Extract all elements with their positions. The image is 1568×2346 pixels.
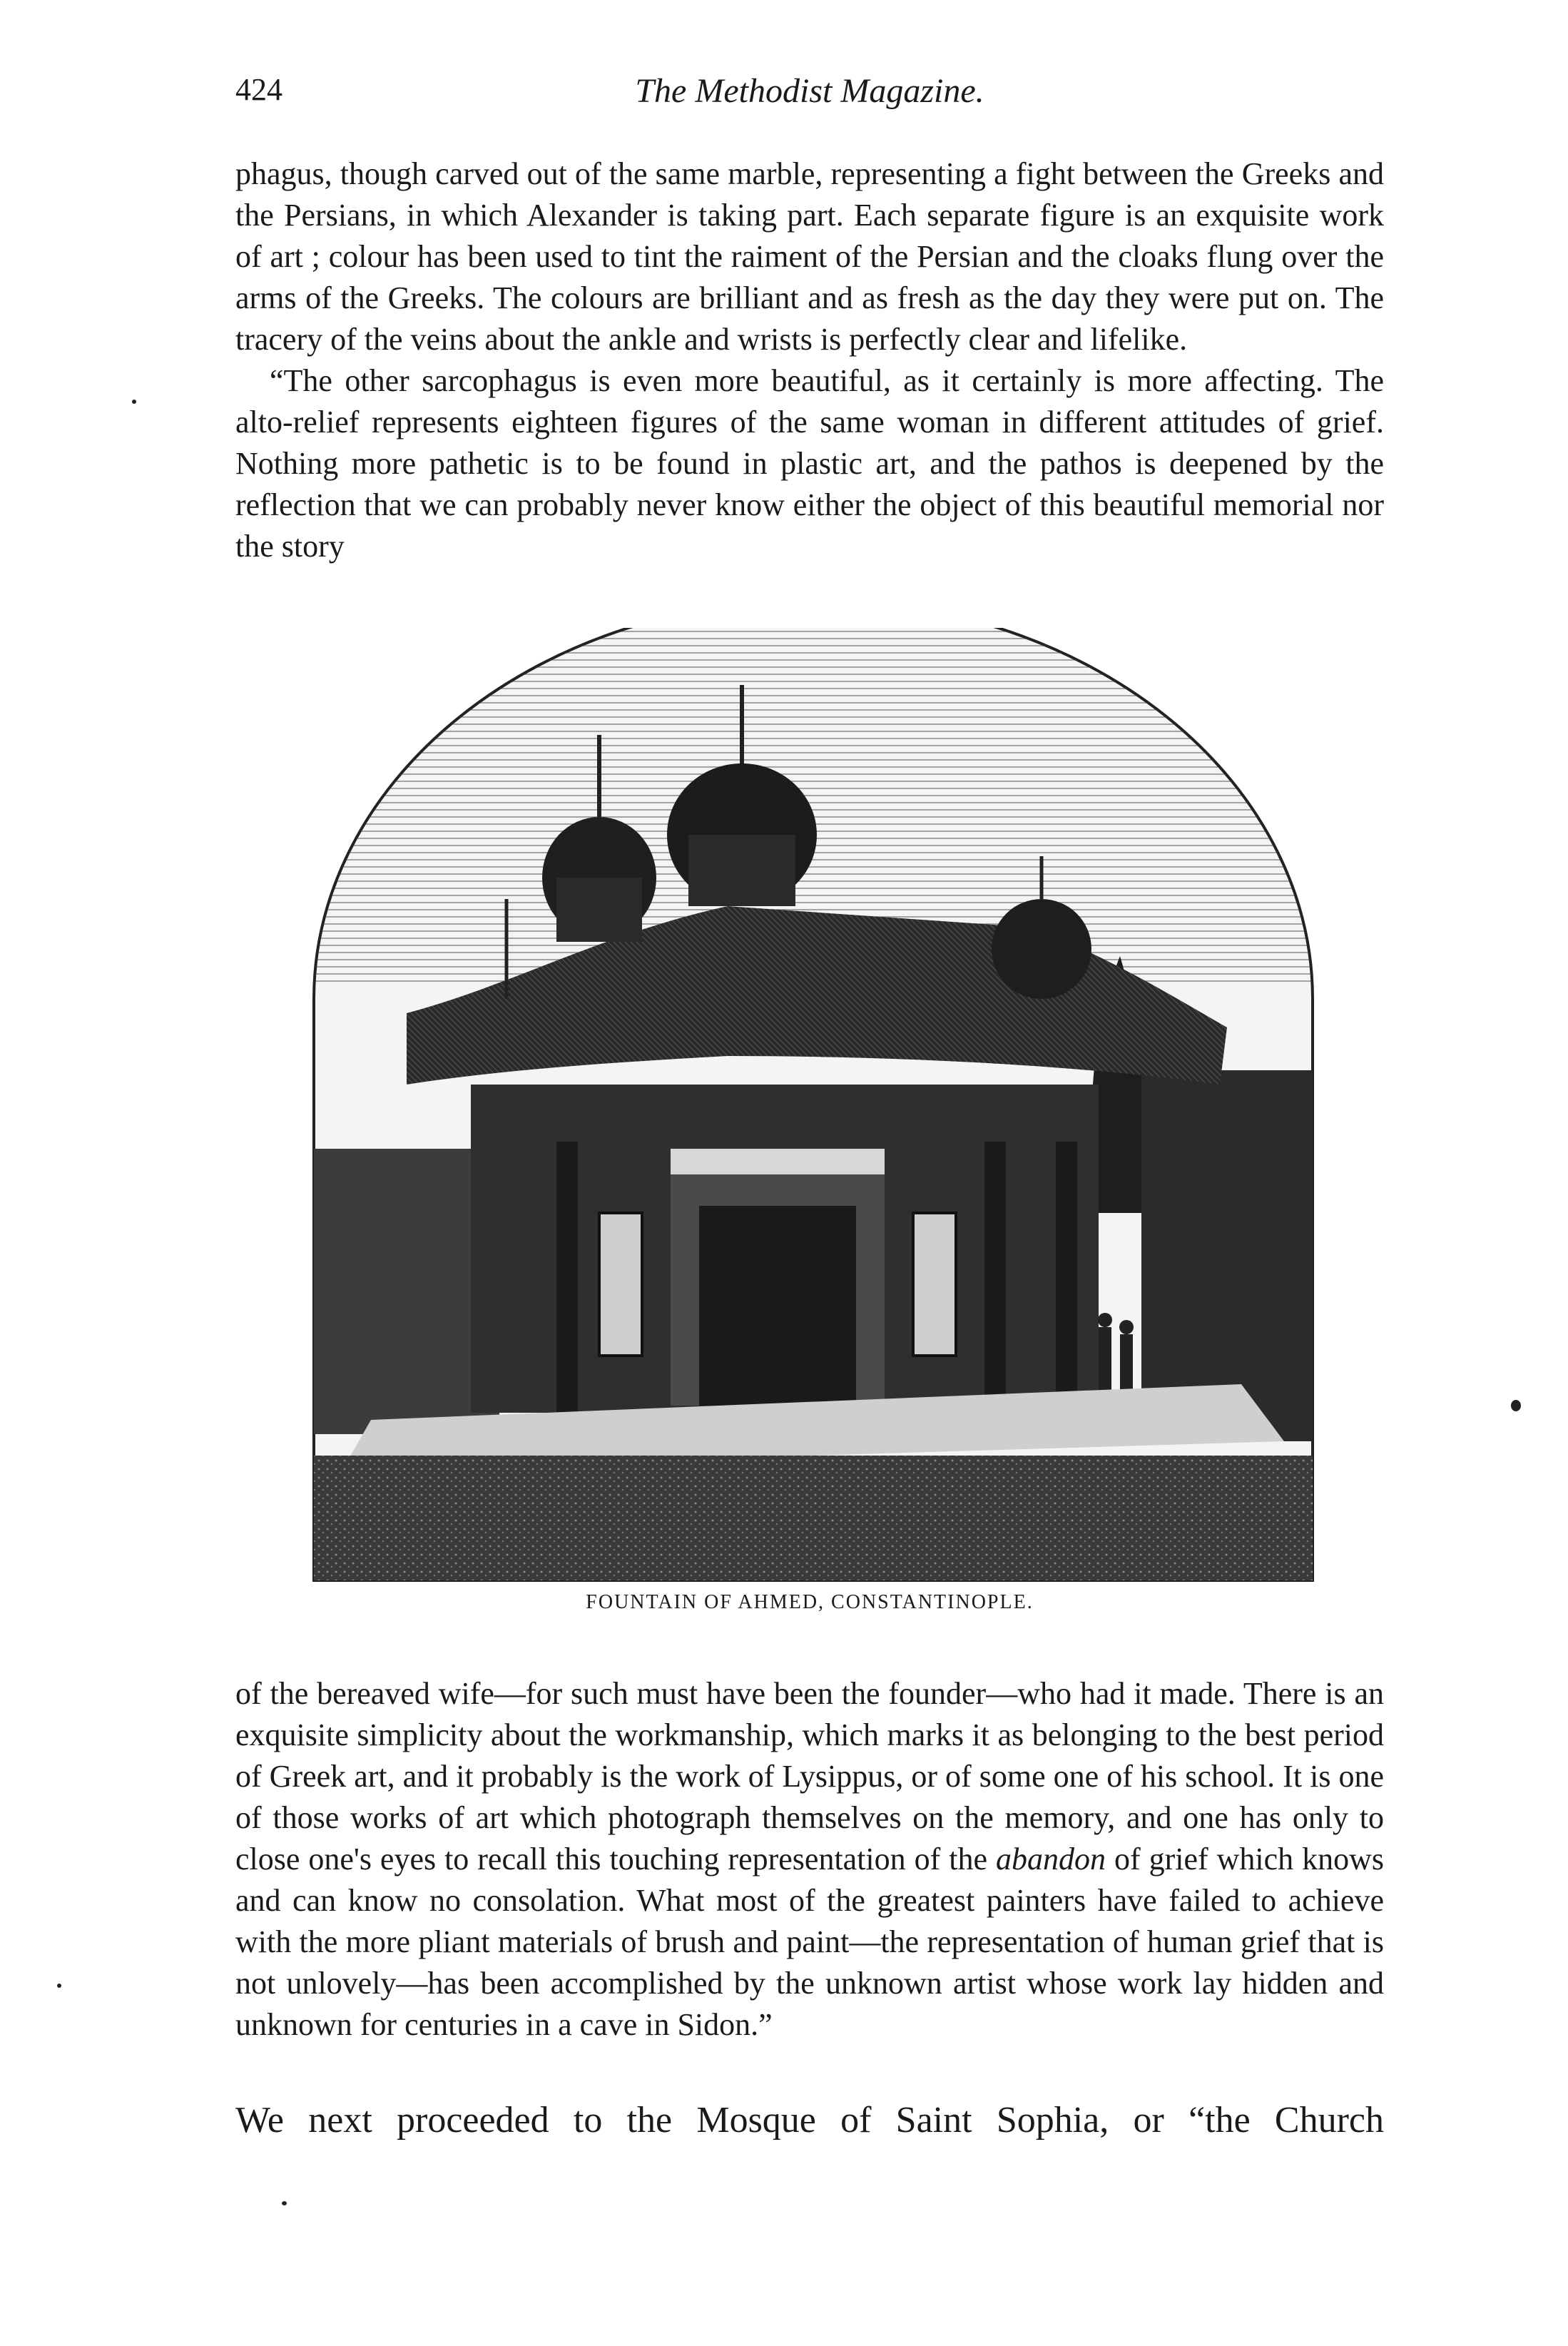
closing-line: We next proceeded to the Mosque of Saint Sophia, or “the Church (235, 2100, 1384, 2141)
page-header (235, 71, 1384, 121)
figure-caption: FOUNTAIN OF AHMED, CONSTANTINOPLE. (586, 1591, 1034, 1613)
engraving-illustration (300, 628, 1327, 1584)
paragraph-sarcophagus: “The other sarcophagus is even more beautiful, as it certainly is more affecting. The alto-relief represents eighteen figures of the same woman in different attitudes of grief. Nothing more pathetic is to be found in plastic art, and the pathos is deepened by the reflection that we can probably never know either the object of this beautiful memorial nor the story (235, 363, 1384, 564)
running-title: The Methodist Magazine. (635, 72, 984, 110)
text-block-top (235, 153, 1384, 567)
paragraph-text-after: of grief which knows and can know no consolation. What most of the greatest painters have failed to achieve with the more pliant materials of brush and paint—the representation of human grief that is not unlovely—has been accomplished by the unknown artist whose work lay hidden and unknown for centuries in a cave in Sidon.” (235, 1842, 1384, 2042)
text-block-bottom (235, 1673, 1384, 2046)
paragraph-text-before: of the bereaved wife—for such must have been the founder—who had it made. There is an exquisite simplicity about the workmanship, which marks it as belonging to the best period of Greek art, and it probably is the work of Lysippus, or of some one of his school. It is one of those works of art which photograph themselves on the memory, and one has only to close one's eyes to recall this touching representation of the (235, 1676, 1384, 1877)
print-speck (1511, 1400, 1521, 1411)
engraving-fountain-of-ahmed (300, 628, 1327, 1584)
print-speck (57, 1984, 61, 1988)
print-speck (282, 2201, 287, 2205)
paragraph-continuation: phagus, though carved out of the same marble, representing a fight between the Greeks and the Persians, in which Alexander is taking part. Each separate figure is an exquisite work of art ; colour has been used to tint the raiment of the Persian and the cloaks flung over the arms of the Greeks. The colours are brilliant and as fresh as the day they were put on. The tracery of the veins about the ankle and wrists is perfectly clear and lifelike. (235, 156, 1384, 357)
print-speck (132, 400, 136, 404)
italic-word-abandon: abandon (995, 1842, 1106, 1877)
paragraph-bereaved-wife (235, 1673, 1384, 2046)
page-number: 424 (235, 72, 282, 107)
